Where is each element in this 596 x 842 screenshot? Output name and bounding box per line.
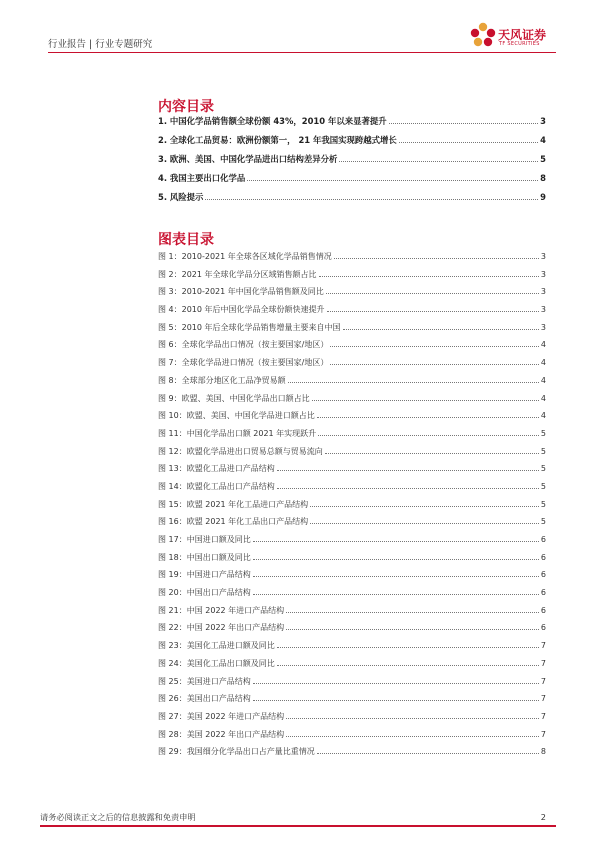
toc-page-number: 5	[540, 428, 546, 438]
figure-entry[interactable]	[158, 534, 546, 552]
toc-entry-label: 1. 中国化学品销售额全球份额 43%，2010 年以来显著提升	[158, 116, 387, 126]
page-number: 2	[540, 812, 546, 822]
toc-entry-label: 图 8：全球部分地区化工品净贸易额	[158, 375, 286, 385]
toc-entry-label: 4. 我国主要出口化学品	[158, 173, 246, 183]
figure-entry[interactable]	[158, 640, 546, 658]
toc-page-number: 6	[540, 535, 546, 544]
toc-page-number: 3	[540, 305, 546, 315]
dot-leader	[334, 258, 539, 259]
dot-leader	[389, 123, 539, 124]
toc-entry-label: 图 6：全球化学品出口情况（按主要国家/地区）	[158, 340, 329, 350]
toc-entry-label: 图 25：美国进口产品结构	[158, 676, 251, 686]
toc-page-number: 3	[540, 287, 546, 297]
figure-entry[interactable]	[158, 251, 546, 269]
dot-leader	[339, 161, 538, 162]
toc-page-number: 6	[540, 623, 546, 633]
toc-entry-label: 图 27：美国 2022 年进口产品结构	[158, 711, 285, 721]
dot-leader	[247, 180, 538, 181]
figure-entry[interactable]	[158, 658, 546, 676]
toc-page-number: 7	[540, 729, 546, 739]
dot-leader	[330, 364, 539, 365]
dot-leader	[277, 488, 539, 489]
toc-entry-label: 图 9：欧盟、美国、中国化学品出口额占比	[158, 393, 310, 403]
dot-leader	[286, 718, 539, 719]
toc-entry-label: 图 14：欧盟化工品出口产品结构	[158, 481, 275, 491]
figure-entry[interactable]	[158, 446, 546, 464]
figure-entry[interactable]	[158, 516, 546, 534]
figures-title: 图表目录	[158, 232, 214, 248]
toc-entry-label: 图 29：我国细分化学品出口占产量比重情况	[158, 747, 315, 757]
toc-page-number: 7	[540, 694, 546, 704]
figure-entry[interactable]	[158, 676, 546, 694]
dot-leader	[399, 142, 538, 143]
toc-entry-label: 2. 全球化工品贸易：欧洲份额第一， 21 年我国实现跨越式增长	[158, 135, 397, 145]
figure-entry[interactable]	[158, 393, 546, 411]
toc-entry-label: 图 16：欧盟 2021 年化工品出口产品结构	[158, 517, 309, 527]
dot-leader	[286, 612, 539, 613]
toc-entry-label: 图 18：中国出口额及同比	[158, 552, 251, 562]
dot-leader	[288, 382, 539, 383]
toc-page-number: 3	[540, 269, 546, 279]
figure-entry[interactable]	[158, 552, 546, 570]
toc-page-number: 4	[540, 375, 546, 385]
toc-page-number: 7	[540, 711, 546, 721]
toc-entry-label: 图 10：欧盟、美国、中国化学品进口额占比	[158, 411, 315, 421]
dot-leader	[277, 665, 539, 666]
figure-entry[interactable]	[158, 711, 546, 729]
figure-entry[interactable]	[158, 499, 546, 517]
dot-leader	[286, 629, 539, 630]
toc-page-number: 4	[540, 393, 546, 403]
figure-entry[interactable]	[158, 587, 546, 605]
dot-leader	[312, 400, 539, 401]
toc-page-number: 5	[540, 517, 546, 527]
figure-entry[interactable]	[158, 339, 546, 357]
figure-entry[interactable]	[158, 605, 546, 623]
dot-leader	[253, 594, 539, 595]
dot-leader	[319, 276, 539, 277]
toc-entry-label: 5. 风险提示	[158, 192, 204, 202]
contents-entry[interactable]	[158, 172, 546, 191]
toc-page-number: 5	[540, 154, 546, 164]
toc-page-number: 9	[540, 192, 546, 202]
contents-title: 内容目录	[158, 99, 214, 115]
toc-entry-label: 图 5：2010 年后全球化学品销售增量主要来自中国	[158, 322, 341, 332]
toc-page-number: 6	[540, 570, 546, 580]
toc-page-number: 5	[540, 481, 546, 491]
toc-entry-label: 图 2：2021 年全球化学品分区域销售额占比	[158, 269, 317, 279]
dot-leader	[277, 647, 539, 648]
toc-page-number: 6	[540, 588, 546, 598]
toc-entry-label: 图 26：美国出口产品结构	[158, 694, 251, 704]
toc-entry-label: 图 12：欧盟化学品进出口贸易总额与贸易流向	[158, 446, 323, 456]
dot-leader	[327, 311, 539, 312]
figure-entry[interactable]	[158, 322, 546, 340]
toc-page-number: 4	[540, 135, 546, 145]
dot-leader	[318, 435, 539, 436]
toc-entry-label: 图 20：中国出口产品结构	[158, 588, 251, 598]
toc-entry-label: 3. 欧洲、美国、中国化学品进出口结构差异分析	[158, 154, 338, 164]
dot-leader	[317, 753, 539, 754]
contents-entry[interactable]	[158, 134, 546, 153]
toc-page-number: 6	[540, 552, 546, 562]
dot-leader	[325, 453, 539, 454]
dot-leader	[253, 700, 539, 701]
toc-entry-label: 图 24：美国化工品出口额及同比	[158, 658, 275, 668]
toc-page-number: 8	[540, 173, 546, 183]
dot-leader	[330, 346, 539, 347]
dot-leader	[253, 683, 539, 684]
figure-entry[interactable]	[158, 304, 546, 322]
toc-page-number: 8	[540, 747, 546, 757]
flower-logo-icon	[470, 22, 496, 50]
toc-entry-label: 图 23：美国化工品进口额及同比	[158, 641, 275, 651]
toc-page-number: 4	[540, 340, 546, 350]
figure-list	[158, 251, 546, 764]
toc-page-number: 5	[540, 499, 546, 509]
figure-entry[interactable]	[158, 746, 546, 764]
toc-page-number: 7	[540, 676, 546, 686]
dot-leader	[326, 293, 539, 294]
toc-entry-label: 图 28：美国 2022 年出口产品结构	[158, 729, 285, 739]
figure-entry[interactable]	[158, 410, 546, 428]
figure-entry[interactable]	[158, 286, 546, 304]
dot-leader	[310, 506, 539, 507]
toc-page-number: 3	[540, 252, 546, 261]
dot-leader	[277, 470, 539, 471]
contents-entry[interactable]	[158, 115, 546, 134]
toc-page-number: 3	[540, 322, 546, 332]
dot-leader	[253, 576, 539, 577]
toc-entry-label: 图 7：全球化学品进口情况（按主要国家/地区）	[158, 358, 329, 368]
brand-name: 天风证券	[498, 28, 547, 42]
dot-leader	[253, 559, 539, 560]
toc-page-number: 6	[540, 605, 546, 615]
figure-entry[interactable]	[158, 569, 546, 587]
figure-entry[interactable]	[158, 375, 546, 393]
toc-page-number: 5	[540, 464, 546, 474]
toc-page-number: 3	[540, 116, 546, 126]
toc-page-number: 4	[540, 358, 546, 368]
brand-logo	[470, 22, 560, 52]
dot-leader	[205, 199, 538, 200]
toc-page-number: 7	[540, 641, 546, 651]
figure-entry[interactable]	[158, 463, 546, 481]
toc-page-number: 5	[540, 446, 546, 456]
contents-list	[158, 115, 546, 210]
contents-entry[interactable]	[158, 191, 546, 210]
toc-page-number: 7	[540, 658, 546, 668]
toc-entry-label: 图 15：欧盟 2021 年化工品进口产品结构	[158, 499, 309, 509]
brand-subtitle: TF SECURITIES	[499, 41, 540, 47]
figure-entry[interactable]	[158, 269, 546, 287]
dot-leader	[310, 523, 539, 524]
figure-entry[interactable]	[158, 622, 546, 640]
figure-entry[interactable]	[158, 481, 546, 499]
footer-divider	[40, 825, 556, 827]
contents-entry[interactable]	[158, 153, 546, 172]
toc-page-number: 4	[540, 411, 546, 421]
toc-entry-label: 图 4：2010 年后中国化学品全球份额快速提升	[158, 305, 325, 315]
report-category: 行业报告 | 行业专题研究	[48, 39, 153, 50]
dot-leader	[286, 736, 539, 737]
toc-entry-label: 图 17：中国进口额及同比	[158, 535, 251, 544]
toc-entry-label: 图 3：2010-2021 年中国化学品销售额及同比	[158, 287, 324, 297]
figure-entry[interactable]	[158, 729, 546, 747]
dot-leader	[253, 541, 539, 542]
toc-entry-label: 图 19：中国进口产品结构	[158, 570, 251, 580]
footer-disclaimer: 请务必阅读正文之后的信息披露和免责申明	[40, 812, 196, 822]
dot-leader	[343, 329, 539, 330]
toc-entry-label: 图 11：中国化学品出口额 2021 年实现跃升	[158, 428, 317, 438]
toc-entry-label: 图 1：2010-2021 年全球各区域化学品销售情况	[158, 252, 332, 261]
dot-leader	[317, 417, 539, 418]
toc-entry-label: 图 13：欧盟化工品进口产品结构	[158, 464, 275, 474]
figure-entry[interactable]	[158, 357, 546, 375]
figure-entry[interactable]	[158, 428, 546, 446]
header-divider	[48, 52, 556, 53]
toc-entry-label: 图 21：中国 2022 年进口产品结构	[158, 605, 285, 615]
figure-entry[interactable]	[158, 693, 546, 711]
toc-entry-label: 图 22：中国 2022 年出口产品结构	[158, 623, 285, 633]
